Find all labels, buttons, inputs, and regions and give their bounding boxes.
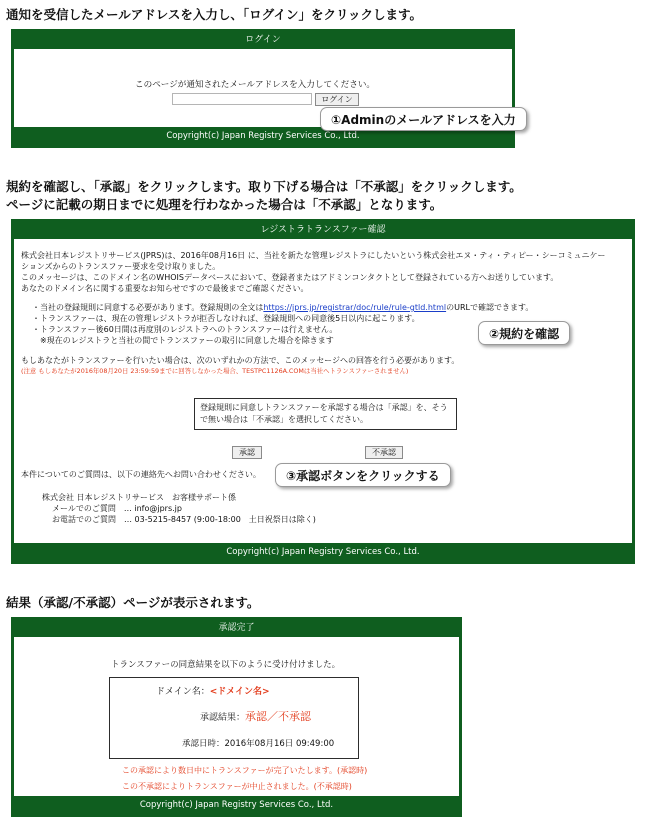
instruction-line: 登録規則に同意しトランスファーを承認する場合は「承認」を、そう bbox=[200, 403, 448, 412]
intro-line: このメッセージは、このドメイン名のWHOISデータベースにおいて、登録者またはアドミンコンタクトとして登録されている方へお送りしています。 bbox=[21, 273, 559, 282]
step3-heading: 結果（承認/不承認）ページが表示されます。 bbox=[6, 595, 260, 610]
result-row bbox=[200, 710, 311, 725]
instruction-box bbox=[194, 398, 457, 430]
domain-label: ドメイン名： bbox=[156, 687, 210, 697]
rules-link[interactable]: https://jprs.jp/registrar/doc/rule/rule-gtld.html bbox=[263, 303, 447, 312]
approval-datetime: 承認日時：2016年08月16日 09:49:00 bbox=[182, 739, 335, 749]
step2-heading-line1: 規約を確認し、「承認」をクリックします。取り下げる場合は「不承認」をクリックします。 bbox=[6, 179, 522, 194]
result-box bbox=[109, 677, 359, 759]
result-message: トランスファーの同意結果を以下のように受け付けました。 bbox=[111, 660, 341, 670]
rule1-suffix: のURLで確認できます。 bbox=[446, 303, 534, 312]
response-instruction: もしあなたがトランスファーを行いたい場合は、次のいずれかの方法で、このメッセージへの回答を行う必要があります。 bbox=[21, 356, 460, 365]
intro-line: 株式会社日本レジストリサービス(JPRS)は、2016年08月16日 に、当社を新たな管理レジストラにしたいという株式会社エヌ・ティ・ティピー・シーコミュニケー bbox=[21, 251, 606, 260]
rules-callout: ②規約を確認 bbox=[478, 321, 570, 345]
result-label: 承認結果： bbox=[200, 713, 246, 723]
rule1-prefix: ・当社の登録規則に同意する必要があります。登録規則の全文は bbox=[32, 303, 264, 312]
step1-heading: 通知を受信したメールアドレスを入力し、「ログイン」をクリックします。 bbox=[6, 7, 423, 22]
instruction-line: で無い場合は「不承認」を選択してください。 bbox=[200, 415, 368, 424]
login-footer: Copyright(c) Japan Registry Services Co., Ltd. bbox=[14, 127, 512, 145]
transfer-confirm-panel bbox=[11, 219, 635, 564]
reject-note: この不承認によりトランスファーが中止されました。(不承認時) bbox=[122, 782, 352, 791]
contact-company: 株式会社 日本レジストリサービス お客様サポート係 bbox=[42, 493, 236, 502]
result-title: 承認完了 bbox=[14, 620, 459, 637]
rule-item bbox=[32, 302, 533, 313]
contact-mail: メールでのご質問 … info@jprs.jp bbox=[52, 504, 182, 513]
email-callout: ①Adminのメールアドレスを入力 bbox=[320, 107, 527, 131]
contact-intro: 本件についてのご質問は、以下の連絡先へお問い合わせください。 bbox=[21, 470, 261, 479]
rule-item: ・トランスファー後60日間は再度別のレジストラへのトランスファーは行えません。 bbox=[32, 325, 338, 334]
rule-item: ・トランスファーは、現在の管理レジストラが拒否しなければ、登録規則への同意後5日以内に起こります。 bbox=[32, 314, 420, 323]
email-input[interactable] bbox=[172, 93, 312, 105]
result-footer: Copyright(c) Japan Registry Services Co., Ltd. bbox=[14, 796, 459, 814]
reject-button[interactable]: 不承認 bbox=[365, 446, 403, 459]
rule-item: ※現在のレジストラと当社の間でトランスファーの取引に同意した場合を除きます bbox=[40, 336, 334, 345]
transfer-confirm-footer: Copyright(c) Japan Registry Services Co., Ltd. bbox=[14, 543, 632, 561]
intro-line: ションズからのトランスファー要求を受け取りました。 bbox=[21, 262, 221, 271]
contact-phone: お電話でのご質問 … 03-5215-8457 (9:00-18:00 土日祝祭日は除く) bbox=[52, 515, 316, 524]
login-title: ログイン bbox=[14, 32, 512, 49]
transfer-confirm-title: レジストラトランスファー確認 bbox=[14, 222, 632, 239]
approve-callout: ③承認ボタンをクリックする bbox=[275, 463, 451, 487]
domain-value: <ドメイン名> bbox=[209, 687, 270, 697]
intro-line: あなたのドメイン名に関する重要なお知らせですので最後までご確認ください。 bbox=[21, 284, 309, 293]
login-button[interactable]: ログイン bbox=[315, 93, 359, 106]
approve-button[interactable]: 承認 bbox=[232, 446, 262, 459]
domain-row bbox=[156, 687, 270, 698]
result-value: 承認／不承認 bbox=[245, 710, 312, 723]
result-panel bbox=[11, 617, 462, 817]
login-message: このページが通知されたメールアドレスを入力してください。 bbox=[135, 80, 376, 90]
approve-note: この承認により数日中にトランスファーが完了いたします。(承認時) bbox=[122, 766, 368, 775]
deadline-notice: (注意 もしあなたが2016年08月20日 23:59:59までに回答しなかった場合、TESTPC1126A.COMは当社へトランスファーされません) bbox=[21, 367, 409, 375]
step2-heading-line2: ページに記載の期日までに処理を行わなかった場合は「不承認」となります。 bbox=[6, 197, 443, 212]
